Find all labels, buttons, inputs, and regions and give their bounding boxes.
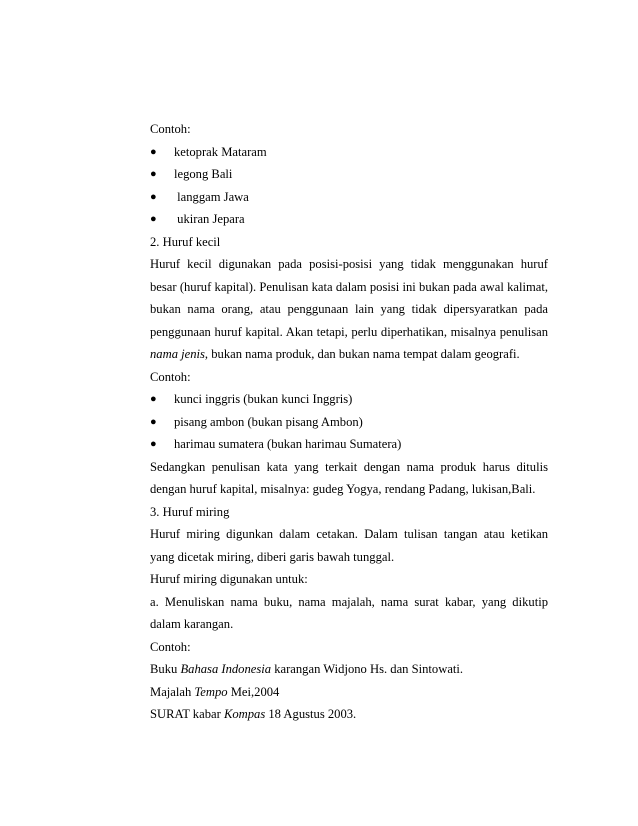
- document-page: [150, 118, 548, 726]
- list-item: [150, 208, 548, 231]
- list-item: [150, 411, 548, 434]
- list-item-text: harimau sumatera (bukan harimau Sumatera): [174, 437, 402, 451]
- section-heading: 3. Huruf miring: [150, 504, 230, 519]
- list-item-text: pisang ambon (bukan pisang Ambon): [174, 414, 363, 429]
- example-text: Majalah: [150, 684, 195, 699]
- contoh-label: Contoh:: [150, 369, 191, 384]
- list-item: [150, 141, 548, 164]
- paragraph-line: bukan nama orang, atau penggunaan lain yang tidak dipersyaratkan pada: [150, 302, 548, 316]
- bullet-icon: ●: [150, 168, 157, 180]
- list-item-text: langgam Jawa: [177, 189, 249, 204]
- paragraph-line: a. Menuliskan nama buku, nama majalah, nama surat kabar, yang dikutip: [150, 594, 548, 609]
- list-item-text: kunci inggris (bukan kunci Inggris): [174, 392, 353, 406]
- example-text: SURAT kabar: [150, 707, 224, 721]
- bullet-icon: ●: [150, 213, 157, 225]
- list-item: [150, 186, 548, 209]
- italic-term: Tempo: [194, 684, 228, 699]
- paragraph-line: yang dicetak miring, diberi garis bawah tunggal.: [150, 549, 395, 564]
- italic-term: Kompas: [223, 707, 266, 721]
- paragraph-line: Huruf kecil digunakan pada posisi-posisi yang tidak menggunakan huruf: [150, 257, 548, 271]
- italic-term: nama jenis: [150, 347, 205, 361]
- bullet-icon: ●: [150, 145, 157, 158]
- list-item: [150, 388, 548, 411]
- paragraph-line: [150, 343, 548, 366]
- contoh-label: Contoh:: [150, 122, 191, 136]
- bullet-icon: ●: [150, 415, 157, 428]
- list-item: [150, 433, 548, 456]
- contoh-label: Contoh:: [150, 639, 191, 654]
- example-text: karangan Widjono Hs. dan Sintowati.: [271, 662, 464, 676]
- paragraph-line: Huruf miring digunkan dalam cetakan. Dalam tulisan tangan atau ketikan: [150, 527, 548, 541]
- italic-term: Bahasa Indonesia: [180, 662, 272, 676]
- bullet-icon: ●: [150, 190, 157, 203]
- paragraph-line: Sedangkan penulisan kata yang terkait dengan nama produk harus ditulis: [150, 459, 548, 474]
- bullet-icon: ●: [150, 393, 157, 405]
- list-item-text: ketoprak Mataram: [174, 144, 267, 159]
- paragraph-line: Huruf miring digunakan untuk:: [150, 572, 308, 586]
- paragraph-line: dengan huruf kapital, misalnya: gudeg Yogya, rendang Padang, lukisan,Bali.: [150, 482, 536, 496]
- example-text: Mei,2004: [227, 684, 280, 699]
- list-item: [150, 163, 548, 186]
- paragraph-line: besar (huruf kapital). Penulisan kata dalam posisi ini bukan pada awal kalimat,: [150, 279, 548, 294]
- example-text: 18 Agustus 2003.: [265, 707, 357, 721]
- section-heading: 2. Huruf kecil: [150, 234, 221, 249]
- paragraph-text: , bukan nama produk, dan bukan nama tempat dalam geografi.: [204, 347, 520, 361]
- list-item-text: legong Bali: [174, 167, 233, 181]
- bullet-icon: ●: [150, 438, 157, 450]
- list-item-text: ukiran Jepara: [177, 212, 245, 226]
- paragraph-line: dalam karangan.: [150, 617, 234, 631]
- paragraph-line: penggunaan huruf kapital. Akan tetapi, perlu diperhatikan, misalnya penulisan: [150, 324, 548, 339]
- example-line: [150, 681, 548, 704]
- example-line: [150, 703, 548, 726]
- example-line: [150, 658, 548, 681]
- example-text: Buku: [150, 662, 181, 676]
